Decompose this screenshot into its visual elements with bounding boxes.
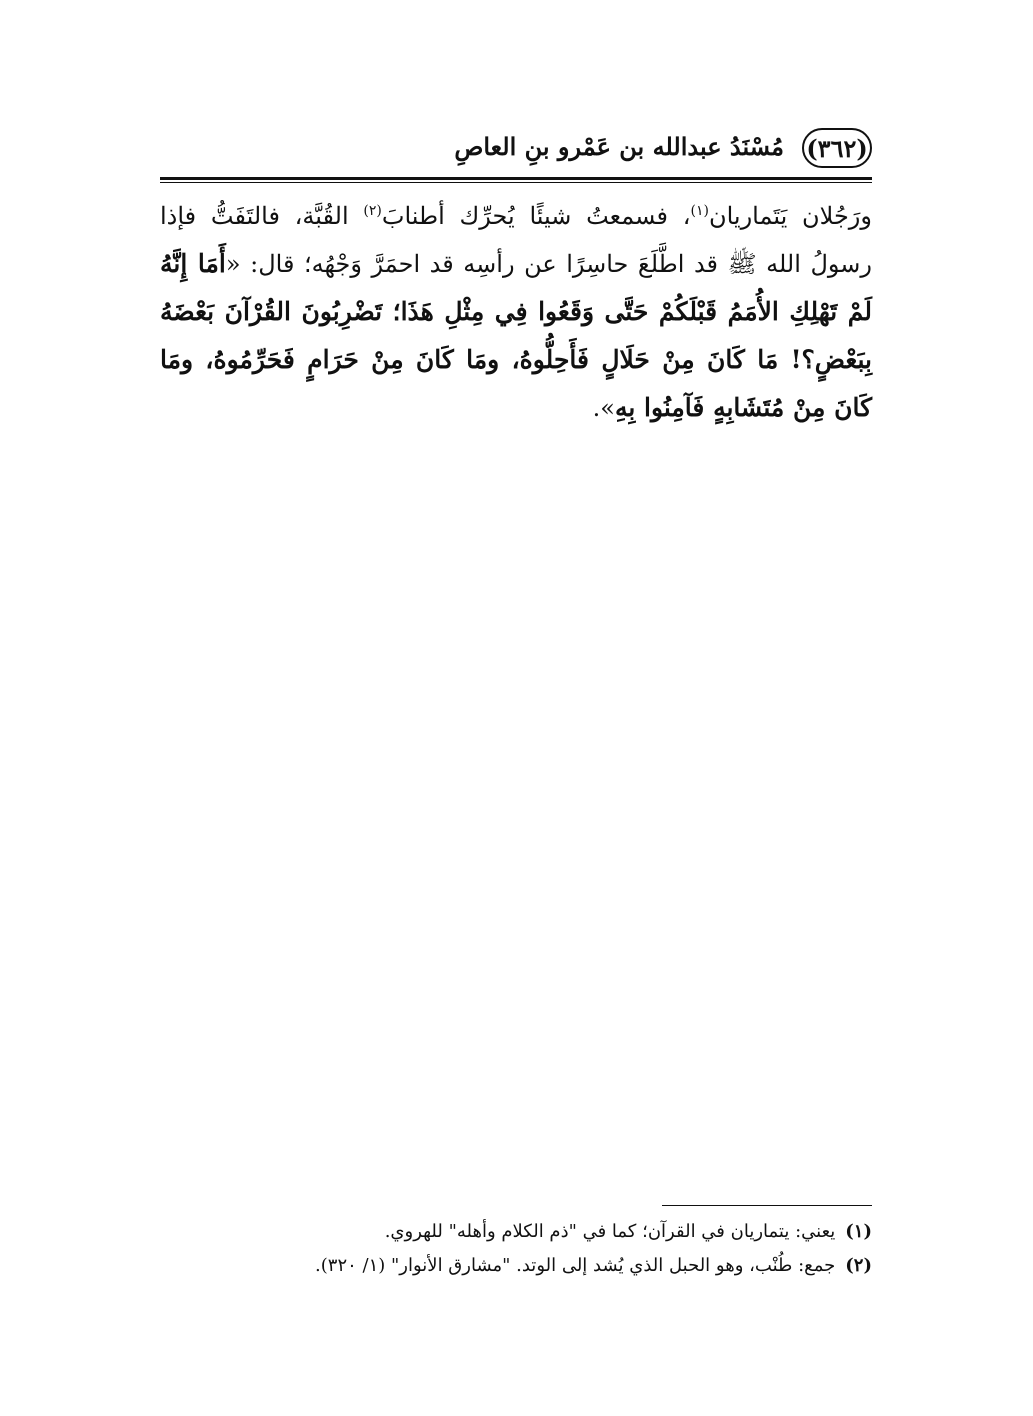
footnote-ref-1[interactable]: (١) xyxy=(690,203,709,219)
footnote-number: (٢) xyxy=(845,1255,872,1276)
header-rule-thick xyxy=(160,177,872,180)
closing-quote: ». xyxy=(592,394,615,422)
page-number: (٣٦٢) xyxy=(802,128,872,168)
footnote-separator xyxy=(662,1205,872,1206)
text-segment-1: ورَجُلان يَتَماريان xyxy=(708,202,872,230)
header-rule-thin xyxy=(160,182,872,183)
footnote-text: جمع: طُنْب، وهو الحبل الذي يُشد إلى الوتد. "مشارق الأنوار" (١/ ٣٢٠). xyxy=(315,1255,836,1276)
footnote-ref-2[interactable]: (٢) xyxy=(363,203,382,219)
hadith-text: أَمَا إِنَّهُ لَمْ تَهْلِكِ الأُمَمُ قَبْلَكُمْ حَتَّى وَقَعُوا فِي مِثْلِ هَذَا؛ تَضْرِبُونَ القُرْآنَ بَعْضَهُ بِبَعْضٍ؟! مَا كَانَ مِنْ حَلَالٍ فَأَحِلُّوهُ، ومَا كَانَ مِنْ حَرَامٍ فَحَرِّمُوهُ، ومَا كَانَ مِنْ مُتَشَابِهٍ فَآمِنُوا بِهِ xyxy=(160,249,872,422)
page-header xyxy=(160,128,872,174)
main-text xyxy=(160,188,872,432)
footnote-item xyxy=(160,1215,872,1249)
footnote-number: (١) xyxy=(845,1221,872,1242)
footnote-text: يعني: يتماريان في القرآن؛ كما في "ذم الكلام وأهله" للهروي. xyxy=(384,1221,836,1242)
footnote-item xyxy=(160,1249,872,1283)
text-segment-2: ، فسمعتُ شيئًا يُحرِّك أطنابَ xyxy=(381,202,691,230)
running-title: مُسْنَدُ عبدالله بن عَمْرو بنِ العاصِ xyxy=(454,132,784,161)
text-segment-3: القُبَّة، فالتَفَتُّ فإذا رسولُ الله ﷺ قد اطَّلَعَ حاسِرًا عن رأسِه قد احمَرَّ وَجْهُه؛ قال: « xyxy=(160,202,872,278)
footnotes xyxy=(160,1215,872,1283)
